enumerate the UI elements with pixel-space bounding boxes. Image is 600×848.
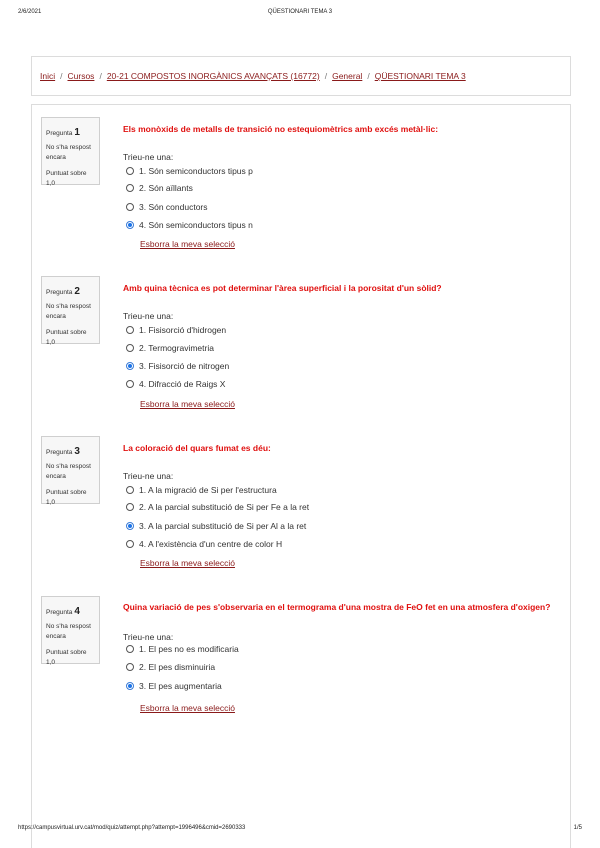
- answer-option[interactable]: [126, 642, 426, 656]
- radio-button[interactable]: [126, 221, 134, 229]
- radio-button[interactable]: [126, 362, 134, 370]
- question-text: Amb quina tècnica es pot determinar l'àrea superficial i la porositat d'un sòlid?: [123, 283, 442, 293]
- question-grade: Puntuat sobre 1,0: [46, 489, 87, 506]
- answer-label: 3. A la parcial substitució de Si per Al a la ret: [139, 521, 307, 531]
- answer-label: 4. A l'existència d'un centre de color H: [139, 539, 283, 549]
- question-info: [41, 436, 100, 504]
- print-date: 2/6/2021: [18, 9, 42, 15]
- question-info: [41, 276, 100, 344]
- question-text: Els monòxids de metalls de transició no estequiomètrics amb excés metàl·lic:: [123, 124, 439, 134]
- answer-label: 2. Són aïllants: [139, 183, 193, 193]
- radio-button[interactable]: [126, 380, 134, 388]
- radio-button[interactable]: [126, 486, 134, 494]
- radio-button[interactable]: [126, 203, 134, 211]
- question-grade: Puntuat sobre 1,0: [46, 649, 87, 666]
- answer-label: 3. Són conductors: [139, 202, 208, 212]
- clear-selection-link[interactable]: Esborra la meva selecció: [140, 399, 235, 409]
- breadcrumb-section-link[interactable]: General: [332, 71, 363, 81]
- question-number: 1: [74, 127, 80, 138]
- question-state: No s'ha respost encara: [46, 144, 91, 161]
- print-page-number: 1/5: [573, 825, 582, 831]
- answer-option[interactable]: [126, 679, 426, 693]
- question-grade: Puntuat sobre 1,0: [46, 170, 87, 187]
- question-number: 4: [74, 606, 80, 617]
- answer-option[interactable]: [126, 537, 426, 551]
- answer-label: 1. El pes no es modificaria: [139, 644, 239, 654]
- breadcrumb-separator: /: [60, 71, 63, 81]
- question-state: No s'ha respost encara: [46, 303, 91, 320]
- radio-button[interactable]: [126, 503, 134, 511]
- print-title: QÜESTIONARI TEMA 3: [267, 9, 333, 15]
- answer-option[interactable]: [126, 200, 426, 214]
- answer-label: 2. A la parcial substitució de Si per Fe a la ret: [139, 502, 310, 512]
- breadcrumb: [40, 71, 466, 81]
- answer-option[interactable]: [126, 660, 426, 674]
- answer-label: 2. Termogravimetria: [139, 343, 214, 353]
- clear-selection-link[interactable]: Esborra la meva selecció: [140, 703, 235, 713]
- question-text: Quina variació de pes s'observaria en el termograma d'una mostra de FeO fet en una atmosfera d'oxigen?: [123, 602, 551, 612]
- question-state: No s'ha respost encara: [46, 623, 91, 640]
- answer-prompt: Trieu-ne una:: [123, 152, 174, 162]
- answer-prompt: Trieu-ne una:: [123, 311, 174, 321]
- question-label: Pregunta: [46, 609, 73, 616]
- answer-option[interactable]: [126, 483, 426, 497]
- answer-option[interactable]: [126, 341, 426, 355]
- question-text: La coloració del quars fumat es déu:: [123, 443, 271, 453]
- print-header: [18, 9, 582, 19]
- answer-label: 2. El pes disminuiria: [139, 662, 216, 672]
- radio-button[interactable]: [126, 682, 134, 690]
- question-label: Pregunta: [46, 289, 73, 296]
- radio-button[interactable]: [126, 184, 134, 192]
- radio-button[interactable]: [126, 522, 134, 530]
- answer-label: 1. A la migració de Si per l'estructura: [139, 485, 277, 495]
- print-url: https://campusvirtual.urv.cat/mod/quiz/attempt.php?attempt=1996496&cmid=2690333: [18, 825, 246, 831]
- answer-option[interactable]: [126, 500, 426, 514]
- answer-prompt: Trieu-ne una:: [123, 471, 174, 481]
- answer-option[interactable]: [126, 164, 426, 178]
- breadcrumb-separator: /: [324, 71, 328, 81]
- breadcrumb-separator: /: [367, 71, 370, 81]
- quiz-content: [31, 104, 571, 848]
- radio-button[interactable]: [126, 663, 134, 671]
- clear-selection-link[interactable]: Esborra la meva selecció: [140, 239, 235, 249]
- radio-button[interactable]: [126, 344, 134, 352]
- answer-label: 4. Difracció de Raigs X: [139, 379, 226, 389]
- radio-button[interactable]: [126, 645, 134, 653]
- answer-label: 1. Són semiconductors tipus p: [139, 166, 253, 176]
- question-label: Pregunta: [46, 130, 73, 137]
- question-label: Pregunta: [46, 449, 73, 456]
- answer-option[interactable]: [126, 181, 426, 195]
- answer-label: 1. Fisisorció d'hidrogen: [139, 325, 227, 335]
- breadcrumb-courses-link[interactable]: Cursos: [67, 71, 95, 81]
- answer-label: 3. Fisisorció de nitrogen: [139, 361, 230, 371]
- radio-button[interactable]: [126, 540, 134, 548]
- breadcrumb-course-link[interactable]: 20-21 COMPOSTOS INORGÀNICS AVANÇATS (16772): [106, 71, 320, 81]
- question-number: 2: [74, 286, 80, 297]
- question-info: [41, 117, 100, 185]
- question-number: 3: [74, 446, 80, 457]
- print-footer: [18, 825, 582, 835]
- answer-option[interactable]: [126, 519, 426, 533]
- question-state: No s'ha respost encara: [46, 463, 91, 480]
- breadcrumb-separator: /: [99, 71, 102, 81]
- question-grade: Puntuat sobre 1,0: [46, 329, 87, 346]
- breadcrumb-home-link[interactable]: Inici: [40, 71, 56, 81]
- answer-label: 3. El pes augmentaria: [139, 681, 222, 691]
- answer-option[interactable]: [126, 377, 426, 391]
- answer-label: 4. Són semiconductors tipus n: [139, 220, 253, 230]
- answer-option[interactable]: [126, 359, 426, 373]
- answer-option[interactable]: [126, 323, 426, 337]
- breadcrumb-card: [31, 56, 571, 96]
- clear-selection-link[interactable]: Esborra la meva selecció: [140, 558, 235, 568]
- question-info: [41, 596, 100, 664]
- radio-button[interactable]: [126, 326, 134, 334]
- answer-prompt: Trieu-ne una:: [123, 632, 174, 642]
- answer-option[interactable]: [126, 218, 426, 232]
- radio-button[interactable]: [126, 167, 134, 175]
- breadcrumb-quiz-link[interactable]: QÜESTIONARI TEMA 3: [374, 71, 466, 81]
